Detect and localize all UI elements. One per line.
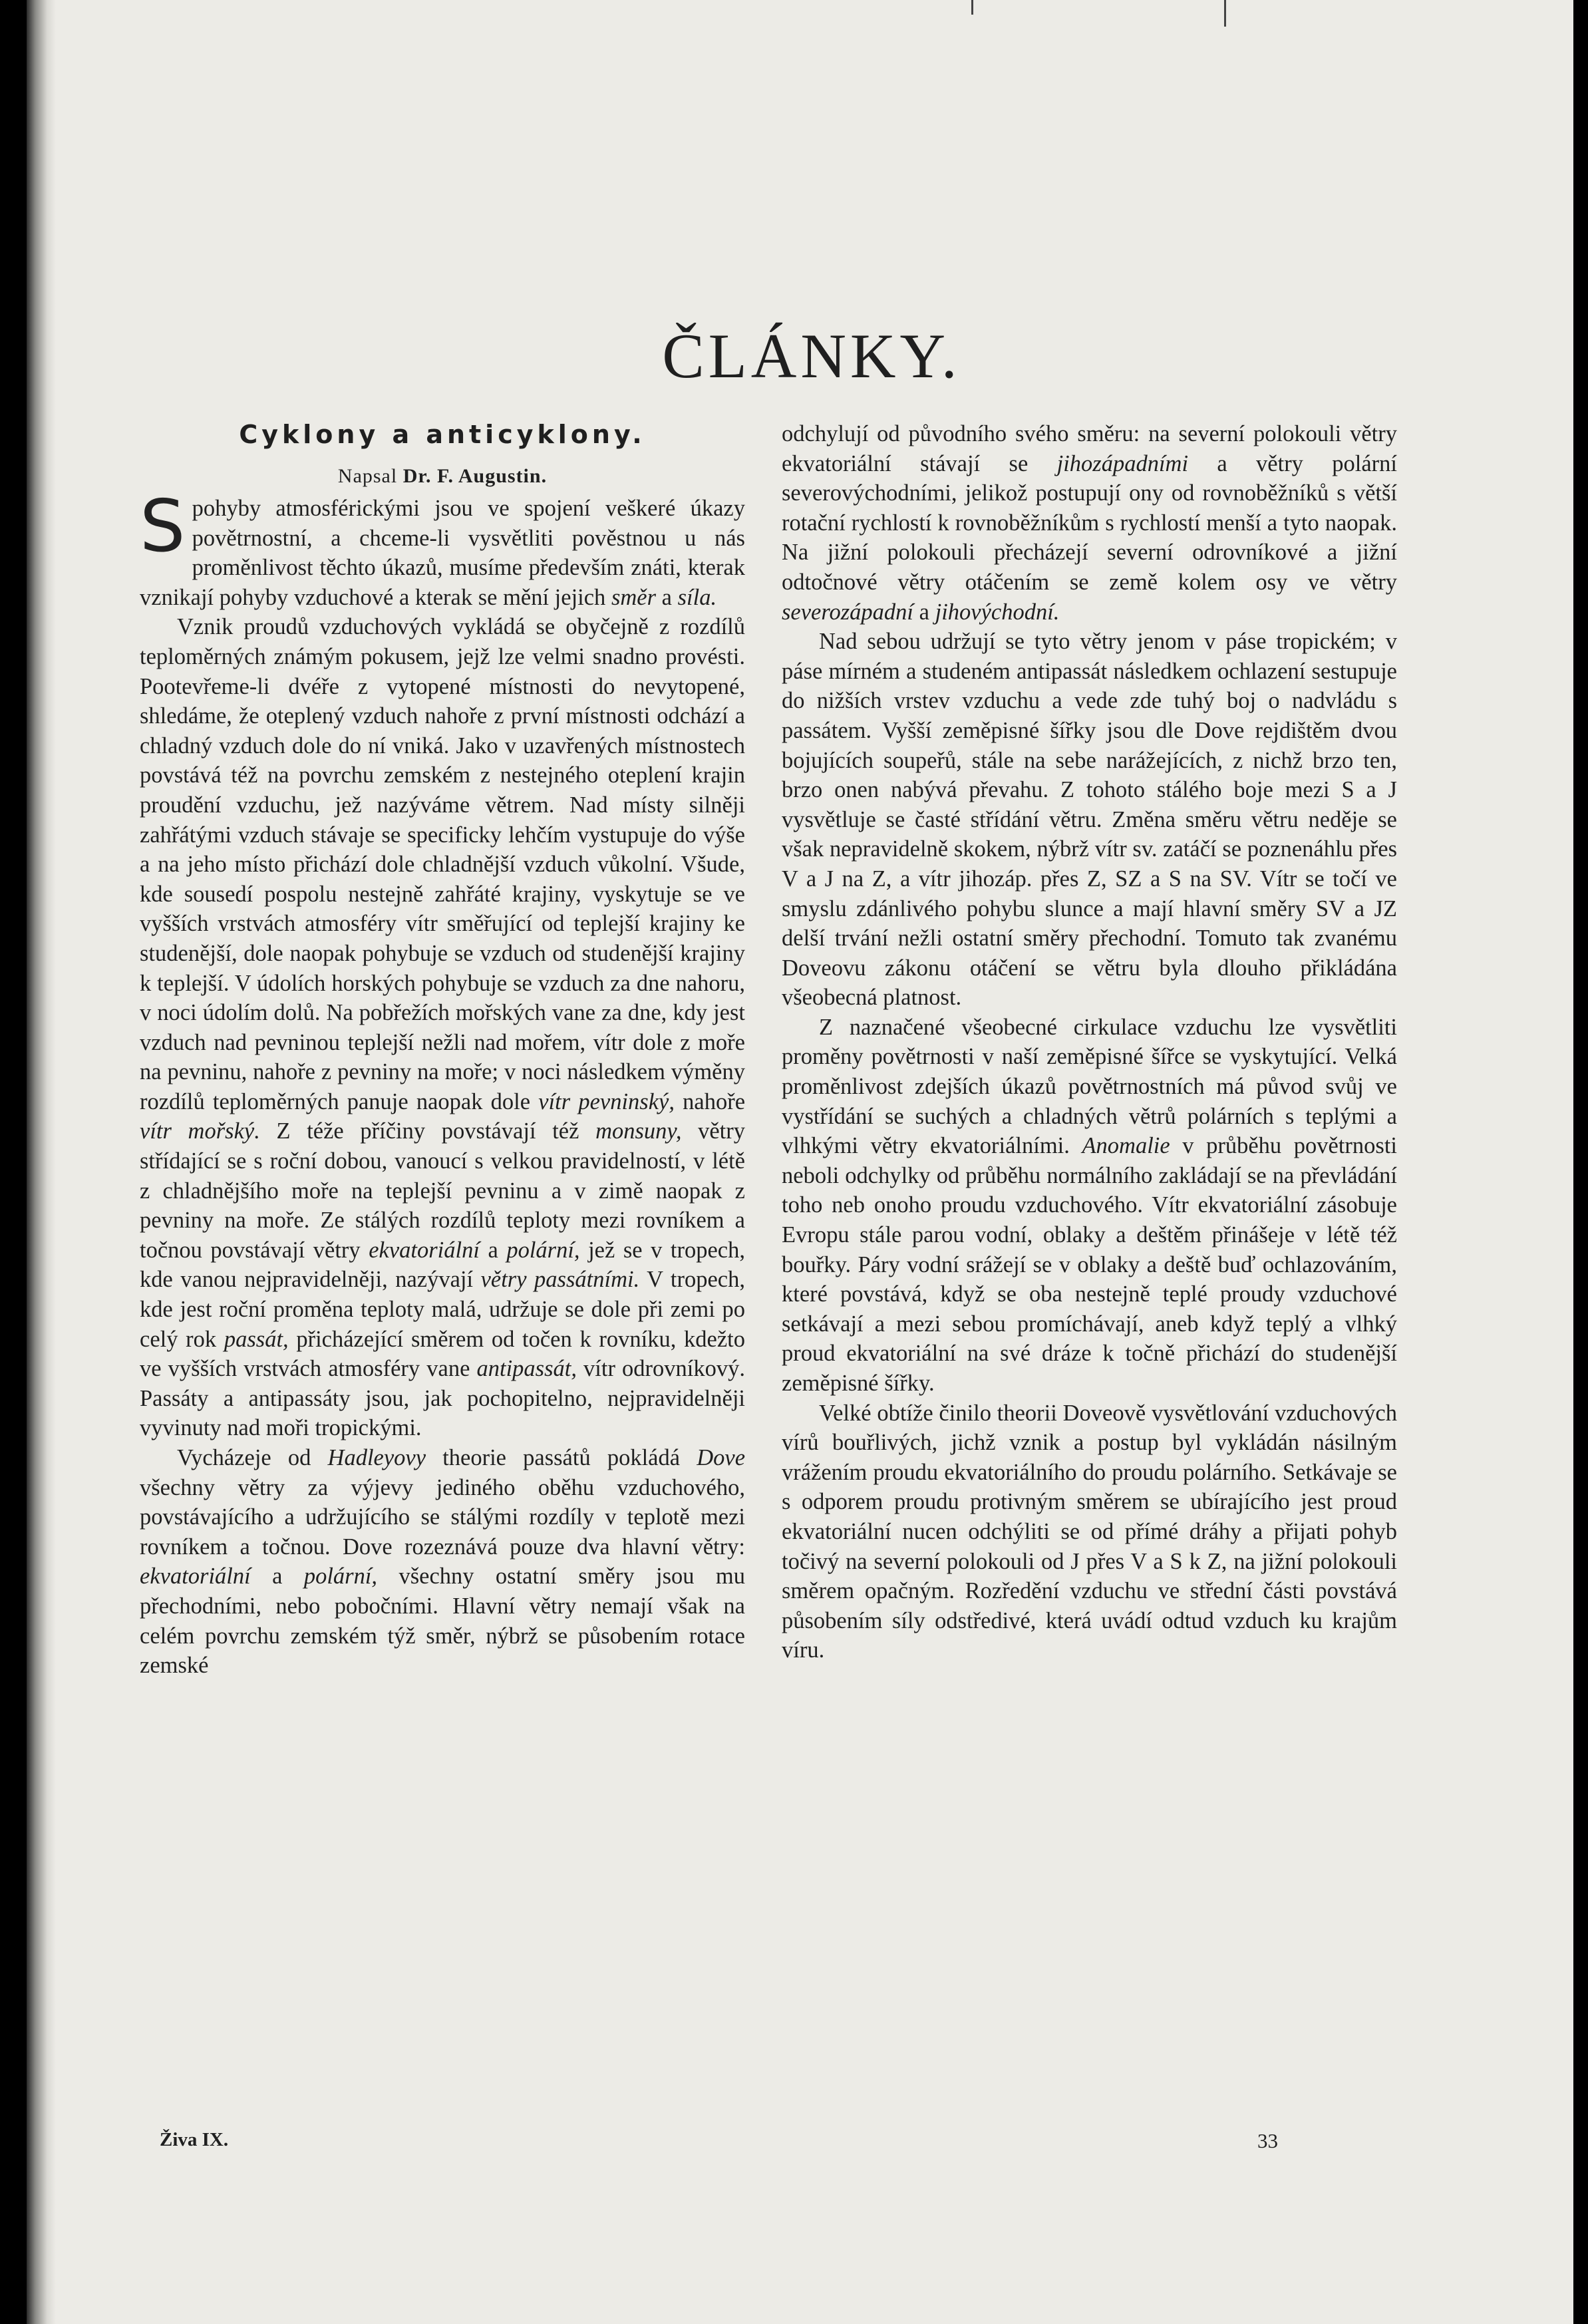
text: pohyby atmosférickými jsou ve spojení veškeré úkazy povětrnostní, a chceme-li vysvětliti pověstnou u nás proměnlivost těchto úkazů, musíme především znáti, kterak vznikají pohyby vzduchové a kterak se mění jejich xyxy=(140,496,745,610)
italic-text: Hadleyovy xyxy=(327,1445,426,1470)
section-title: ČLÁNKY. xyxy=(662,321,961,391)
left-column xyxy=(140,419,745,1681)
text: Z téže příčiny povstávají též xyxy=(259,1118,596,1144)
paragraph xyxy=(782,419,1397,627)
text: a xyxy=(656,584,678,610)
author-name: Dr. F. Augustin. xyxy=(402,465,548,487)
right-column xyxy=(782,419,1397,1665)
italic-text: severozápadní xyxy=(782,599,914,625)
text: odchylují od původního svého směru: na severní polokouli větry ekvatoriální stávají se xyxy=(782,421,1397,476)
italic-text: vítr pevninský, xyxy=(538,1088,675,1114)
text: theorie passátů pokládá xyxy=(426,1445,697,1470)
text: a xyxy=(250,1564,304,1589)
italic-text: větry passátními. xyxy=(480,1267,640,1293)
scanned-page xyxy=(27,0,1573,2324)
byline-prefix: Napsal xyxy=(337,465,398,487)
text: a větry polární severovýchodními, jelikož postupují ony od rovnoběžníků s větší rotační rychlostí k rovnoběžníkům s rychlostí menší a tyto naopak. Na jižní polokouli přecházejí severní odrovníkové a jižní odtočnové větry otáčením se země kolem osy ve větry xyxy=(782,450,1397,595)
text: všechny větry za výjevy jediného oběhu vzduchového, povstávajícího a udržujícího se stálými rozdíly v teplotě mezi rovníkem a točnou. Dove rozeznává pouze dva hlavní větry: xyxy=(140,1474,745,1560)
paragraph: Velké obtíže činilo theorii Doveově vysvětlování vzduchových vírů bouřlivých, jichž vznik a postup byl vykládán násilným vrážením proudu ekvatoriálního do proudu polárního. Setkávaje se s odporem proudu protivným směrem se ubírajícího jest proud ekvatoriální nucen odchýliti se od přímé dráhy a přijati pohyb točivý na severní polokouli od J přes V a S k Z, na jižní polokouli směrem opačným. Rozředění vzduchu ve střední části povstává působením síly odstředivé, která uvádí odtud vzduch ku krajům víru. xyxy=(782,1400,1397,1663)
text: a xyxy=(913,599,935,625)
journal-footer: Živa IX. xyxy=(160,2129,229,2150)
text: Vznik proudů vzduchových vykládá se obyčejně z rozdílů teploměrných známým pokusem, jejž lze velmi snadno provésti. Pootevřeme-li dvéře z vytopené místnosti do nevytopené, shledáme, že oteplený vzduch nahoře z první místnosti odchází a chladný vzduch dole do ní vniká. Jako v uzavřených místnostech povstává též na povrchu zemském z nestejného oteplení krajin proudění vzduchu, jež nazýváme větrem. Nad místy silněji zahřátými vzduch stávaje se specificky lehčím vystupuje do výše a na jeho místo přichází dole chladnější vzduch vůkolní. Všude, kde sousedí pospolu nestejně zahřáté krajiny, vyskytuje se ve vyšších vrstvách atmosféry vítr směřující od teplejší krajiny ke studenější, dole naopak pohybuje se vzduch od studenější krajiny k teplejší. V údolích horských pohybuje se vzduch za dne nahoru, v noci údolím dolů. Na pobřežích mořských vane za dne, kdy jest vzduch nad pevninou teplejší nežli nad mořem, vítr dole z moře na pevninu, nahoře z pevniny na moře; v noci následkem výměny rozdílů teploměrných panuje naopak dole xyxy=(140,614,745,1114)
text: jež se v tropech, kde vanou nejpravidelněji, nazývají xyxy=(140,1237,745,1293)
italic-text: ekvatoriální xyxy=(369,1237,480,1263)
paragraph xyxy=(140,1443,745,1681)
paragraph xyxy=(140,612,745,1443)
page-binding-edge xyxy=(27,0,56,2324)
italic-text: Anomalie xyxy=(1082,1133,1170,1159)
text: a xyxy=(479,1237,507,1263)
paragraph xyxy=(782,1013,1397,1399)
article-byline xyxy=(140,463,745,490)
text: V tropech, kde jest roční proměna teploty malá, udržuje se dole při zemi po celý rok xyxy=(140,1267,745,1352)
text: nahoře xyxy=(674,1088,746,1114)
italic-text: polární, xyxy=(506,1237,580,1263)
text: Vycházeje od xyxy=(177,1445,328,1470)
italic-text: monsuny, xyxy=(595,1118,682,1144)
drop-cap: S xyxy=(140,485,186,568)
text: všechny ostatní směry jsou mu přechodními, nebo pobočními. Hlavní větry nemají však na celém povrchu zemském týž směr, nýbrž se působením rotace zemské xyxy=(140,1564,745,1679)
paragraph: Nad sebou udržují se tyto větry jenom v páse tropickém; v páse mírném a studeném antipassát následkem ochlazení sestupuje do nižších vrstev vzduchu a vede zde tuhý boj o nadvládu s passátem. Vyšší zeměpisné šířky jsou dle Dove rejdištěm dvou bojujících soupeřů, stále na sebe narážejících, z nichž brzo ten, brzo onen nabývá převahu. Z tohoto stálého boje mezi S a J vysvětluje se časté střídání větru. Změna směru větru neděje se však nepravidelně skokem, nýbrž vítr sv. zatáčí se poznenáhlu přes V a J na Z, a vítr jihozáp. přes Z, SZ a S na SV. Vítr se točí ve smyslu zdánlivého pohybu slunce a mají hlavní směry SV a JZ delší trvání nežli ostatní směry přechodní. Tomuto tak zvanému Doveovu zákonu otáčení se větru byla dlouho přikládána všeobecná platnost. xyxy=(782,629,1397,1011)
italic-text: jihovýchodní. xyxy=(935,599,1060,625)
scan-mark xyxy=(971,0,973,15)
italic-text: vítr mořský. xyxy=(140,1118,260,1144)
article-title: Cyklony a anticyklony. xyxy=(239,420,646,449)
scan-mark xyxy=(1224,0,1226,27)
paragraph xyxy=(140,485,745,612)
italic-text: Dove xyxy=(697,1445,746,1470)
text: v průběhu povětrnosti neboli odchylky od průběhu normálního zakládají se na převládání toho neb onoho proudu vzduchového. Vítr ekvatoriální zásobuje Evropu stále parou vodní, oblaky a deštěm přinášeje v létě též bouřky. Páry vodní srážejí se v oblaky a deště buď ochlazováním, které povstává, když se oba nestejně teplé proudy vzduchové setkávají a mezi sebou promíchávají, aneb když teplý a vlhký proud ekvatoriální na své dráze k točně přichází do studenější zeměpisné šířky. xyxy=(782,1133,1397,1396)
italic-text: antipassát, xyxy=(476,1356,577,1382)
text: vítr odrovníkový. Passáty a antipassáty jsou, jak pochopitelno, nejpravidelněji vyvinuty nad moři tropickými. xyxy=(140,1356,746,1441)
text: přicházející směrem od točen k rovníku, kdežto ve vyšších vrstvách atmosféry vane xyxy=(140,1326,745,1382)
text: Z naznačené všeobecné cirkulace vzduchu lze vysvětliti proměny povětrnosti v naší zeměpisné šířce se vyskytující. Velká proměnlivost zdejších úkazů povětrnostních má původ svůj ve vystřídání se suchých a chladných větrů polárních s teplými a vlhkými větry ekvatoriálními. xyxy=(782,1014,1397,1159)
italic-text: směr xyxy=(611,584,657,610)
italic-text: ekvatoriální xyxy=(140,1564,251,1589)
italic-text: jihozápadními xyxy=(1056,450,1189,476)
italic-text: polární, xyxy=(303,1564,378,1589)
text: větry střídající se s roční dobou, vanoucí s velkou pravidelností, v létě z chladnějšího moře na teplejší pevninu a v zimě naopak z pevniny na moře. Ze stálých rozdílů teploty mezi rovníkem a točnou povstávají větry xyxy=(140,1118,745,1263)
italic-text: síla. xyxy=(677,584,717,610)
page-number: 33 xyxy=(1257,2129,1278,2152)
italic-text: passát, xyxy=(224,1326,289,1352)
